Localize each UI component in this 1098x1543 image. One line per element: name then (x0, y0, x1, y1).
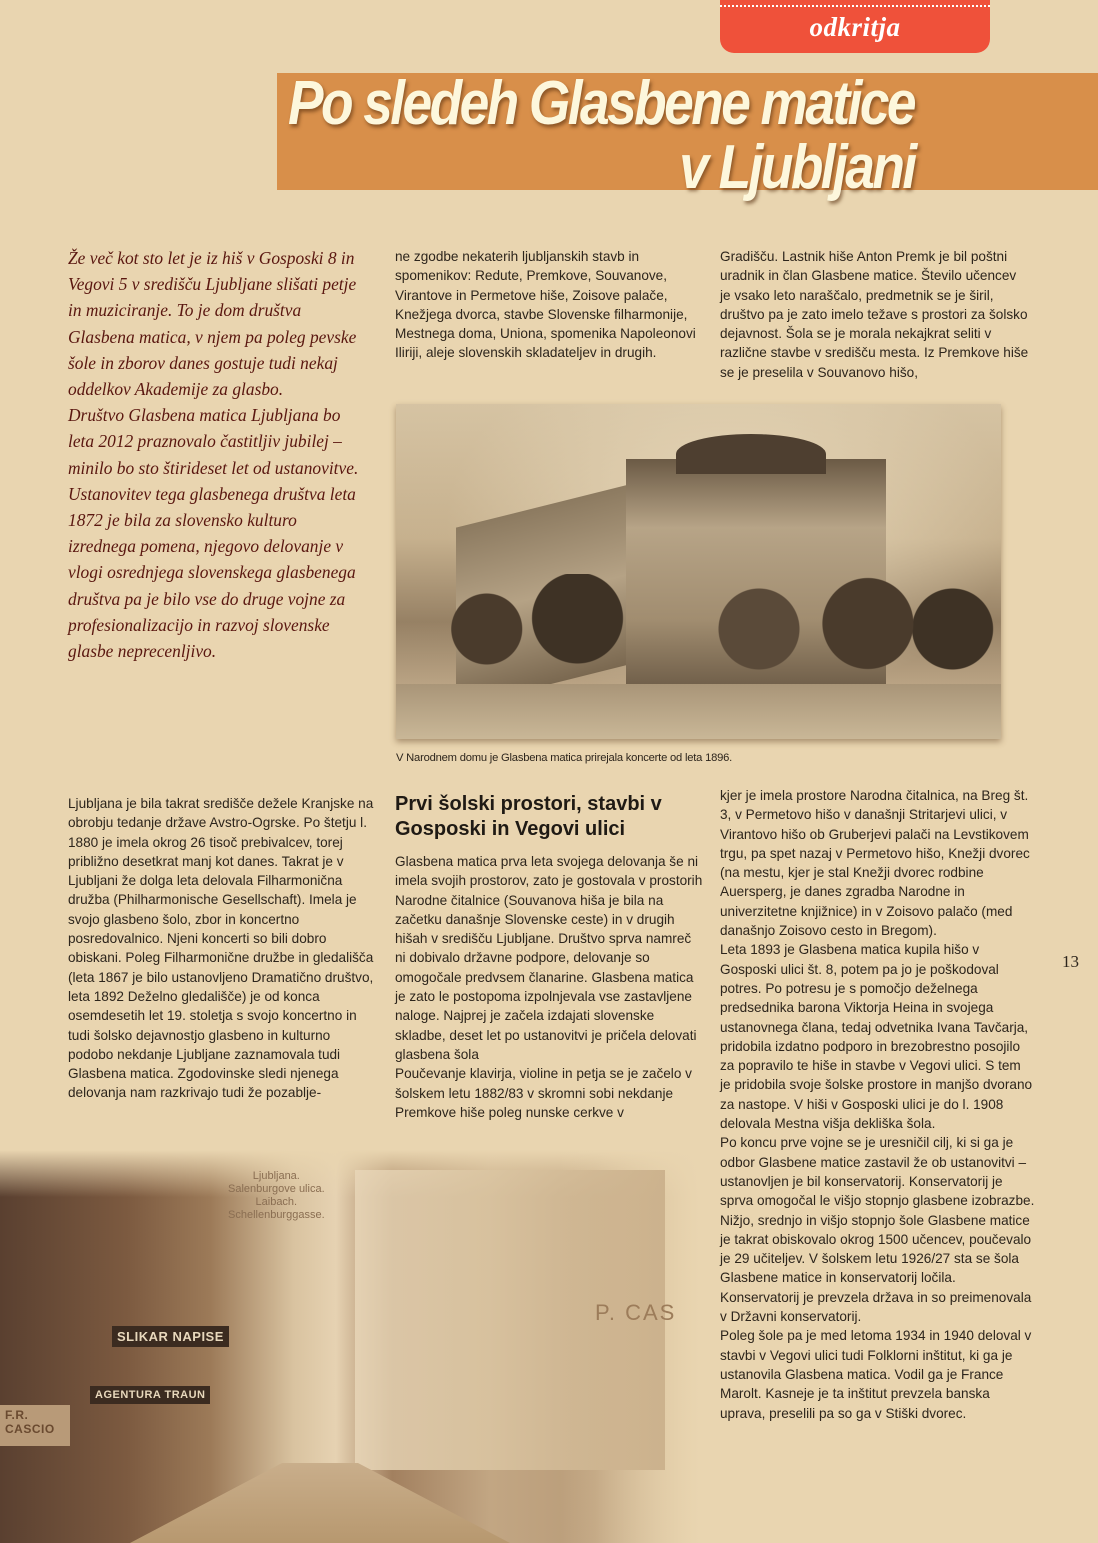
body-paragraph: Poučevanje klavirja, violine in petja se je začelo v šolskem letu 1882/83 v skromni sobi nekdanje Premkove hiše poleg nunske cerkve v (395, 1066, 692, 1120)
photo-ground (396, 684, 1001, 739)
photo-building-roof (676, 434, 826, 474)
shop-sign: SLIKAR NAPISE (112, 1326, 229, 1347)
body-paragraph: Poleg šole pa je med letoma 1934 in 1940 deloval v stavbi v Vegovi ulici tudi Folklorni inštitut, ki ga je ustanovila Glasbena matica. Vodil ga je France Marolt. Kasneje je ta inštitut prevzela banska uprava, preselili pa so ga v Stiški dvorec. (720, 1328, 1032, 1421)
section-heading: Prvi šolski prostori, stavbi v Gosposki in Vegovi ulici (395, 793, 662, 840)
shop-sign: AGENTURA TRAUN (90, 1386, 210, 1404)
lead-paragraph (68, 245, 368, 664)
body-paragraph: Leta 1893 je Glasbena matica kupila hišo v Gosposki ulici št. 8, potem pa jo je poškodoval potres. Po potresu je s pomočjo deželnega predsednika barona Viktorja Heina in svojega ustanovnega člana, tedaj odvetnika Ivana Tavčarja, pridobila izdatno podporo in brezobrestno posojilo za popravilo te hiše in stavbe v Vegovi ulici. S tem je pridobila svoje šolske prostore in manjšo dvorano za nastope. V hiši v Gosposki ulici je do l. 1908 delovala Mestna višja dekliška šola. (720, 942, 1033, 1132)
lead-paragraph-2: Društvo Glasbena matica Ljubljana bo leta 2012 praznovalo častitljiv jubilej –minilo bo sto štirideset let od ustanovitve. Ustanovitev tega glasbenega društva leta 1872 je bila za slovensko kulturo izrednega pomena, njegovo delovanje v vlogi osrednjega slovenskega glasbenega društva pa je bilo vse do druge vojne za profesionalizacijo in razvoj slovenske glasbe neprecenljivo. (68, 405, 359, 662)
body-paragraph: kjer je imela prostore Narodna čitalnica, na Breg št. 3, v Permetovo hišo v današnji Stritarjevi ulici, v Virantovo hišo ob Gruberjevi palači na Levstikovem trgu, pa spet nazaj v Permetovo hišo, Knežji dvorec (na mestu, kjer je stal Knežji dvorec rodbine Auersperg, je danes zgradba Narodne in univerzitetne knjižnice) in v Zoisovo palačo (med današnjo Zoisovo cesto in Bregom). (720, 788, 1030, 939)
section-tag-label: odkritja (809, 12, 901, 42)
section-tag (720, 0, 990, 53)
street-postcard-photo (0, 1150, 700, 1543)
photo-trees (396, 574, 1001, 684)
shop-sign: F.R. CASCIO (0, 1405, 70, 1446)
body-text: ne zgodbe nekaterih ljubljanskih stavb in spomenikov: Redute, Premkove, Souvanove, Virantove in Permetove hiše, Zoisove palače, Knežjega dvorca, stavbe Slovenske filharmonije, Mestnega doma, Uniona, spomenika Napoleonovi Iliriji, aleje slovenskih skladateljev in drugih. (395, 249, 696, 361)
right-column (720, 786, 1035, 1423)
shop-sign: P. CAS (595, 1300, 677, 1325)
upper-middle-column (395, 247, 705, 363)
photo-caption: V Narodnem domu je Glasbena matica prirejala koncerte od leta 1896. (396, 752, 733, 764)
body-paragraph: Glasbena matica prva leta svojega delovanja še ni imela svojih prostorov, zato je gostovala v prostorih Narodne čitalnice (Souvanova hiša je bila na začetku današnje Slovenske ceste) in v drugih hišah v središču Ljubljane. Društvo sprva namreč ni dobivalo državne podpore, delovanje so omogočale predvsem članarine. Glasbena matica je zato le postopoma izpolnjevala vse zastavljene naloge. Najprej je začela izdajati slovenske skladbe, deset let po ustanovitvi je pričela delovati glasbena šola (395, 854, 703, 1062)
middle-column (395, 792, 705, 1122)
body-paragraph: Po koncu prve vojne se je uresničil cilj, ki si ga je odbor Glasbene matice zastavil že ob ustanovitvi – ustanovljen je bil konservatorij. Konservatorij je sprva omogočal le višjo stopnjo glasbene izobrazbe. Nižjo, srednjo in višjo stopnjo šole Glasbene matice je takrat obiskovalo okrog 1500 učencev, poučevalo je 29 učiteljev. V šolskem letu 1926/27 sta se šola Glasbene matice in konservatorij ločila. Konservatorij je prevzela država in so preimenovala v Državni konservatorij. (720, 1135, 1035, 1325)
postcard-line: Schellenburggasse. (228, 1209, 325, 1221)
postcard-line: Laibach. (255, 1196, 298, 1208)
body-text: Ljubljana je bila takrat središče dežele Kranjske na obrobju tedanje države Avstro-Ogrske. Po štetju l. 1880 je imela okrog 26 tisoč prebivalcev, torej približno desetkrat manj kot danes. Takrat je v Ljubljani že dolga leta delovala Filharmonična družba (Philharmonische Gesellschaft). Imela je svojo glasbeno šolo, zbor in koncertno posredovalnico. Njeni koncerti so bili dobro obiskani. Poleg Filharmonične družbe in gledališča (leta 1867 je bilo ustanovljeno Dramatično društvo, leta 1892 Deželno gledališče) je od konca osemdesetih let 19. stoletja s svojo koncertno in tudi šolsko dejavnostjo glasbeno in kulturno podobo nekdanje Ljubljane zaznamovala tudi Glasbena matica. Zgodovinske sledi njenega delovanja nam razkrivajo tudi že pozablje- (68, 796, 374, 1101)
narodni-dom-photo (396, 404, 1001, 739)
postcard-line: Salenburgove ulica. (228, 1183, 325, 1195)
body-text: Gradišču. Lastnik hiše Anton Premk je bil poštni uradnik in član Glasbene matice. Število učencev je vsako leto naraščalo, predmetnik se je širil, društvo pa je zato imelo težave s prostori za šolsko dejavnost. Šola se je morala nekajkrat seliti v različne stavbe v središču mesta. Iz Premkove hiše se je preselila v Souvanovo hišo, (720, 249, 1029, 380)
postcard-caption (228, 1170, 325, 1222)
postcard-line: Ljubljana. (252, 1170, 300, 1182)
page-number: 13 (1062, 952, 1079, 971)
photo-street (130, 1463, 510, 1543)
article-title-line-1: Po sledeh Glasbene matice (288, 69, 914, 138)
left-column (68, 794, 378, 1103)
article-title (288, 69, 967, 202)
dotted-divider (720, 5, 990, 7)
lead-paragraph-1: Že več kot sto let je iz hiš v Gosposki 8 in Vegovi 5 v središču Ljubljane slišati petje in muziciranje. To je dom društva Glasbena matica, v njem pa poleg pevske šole in zborov danes gostuje tudi nekaj oddelkov Akademije za glasbo. (68, 248, 357, 400)
upper-right-column (720, 247, 1030, 382)
article-title-line-2: v Ljubljani (679, 133, 915, 202)
